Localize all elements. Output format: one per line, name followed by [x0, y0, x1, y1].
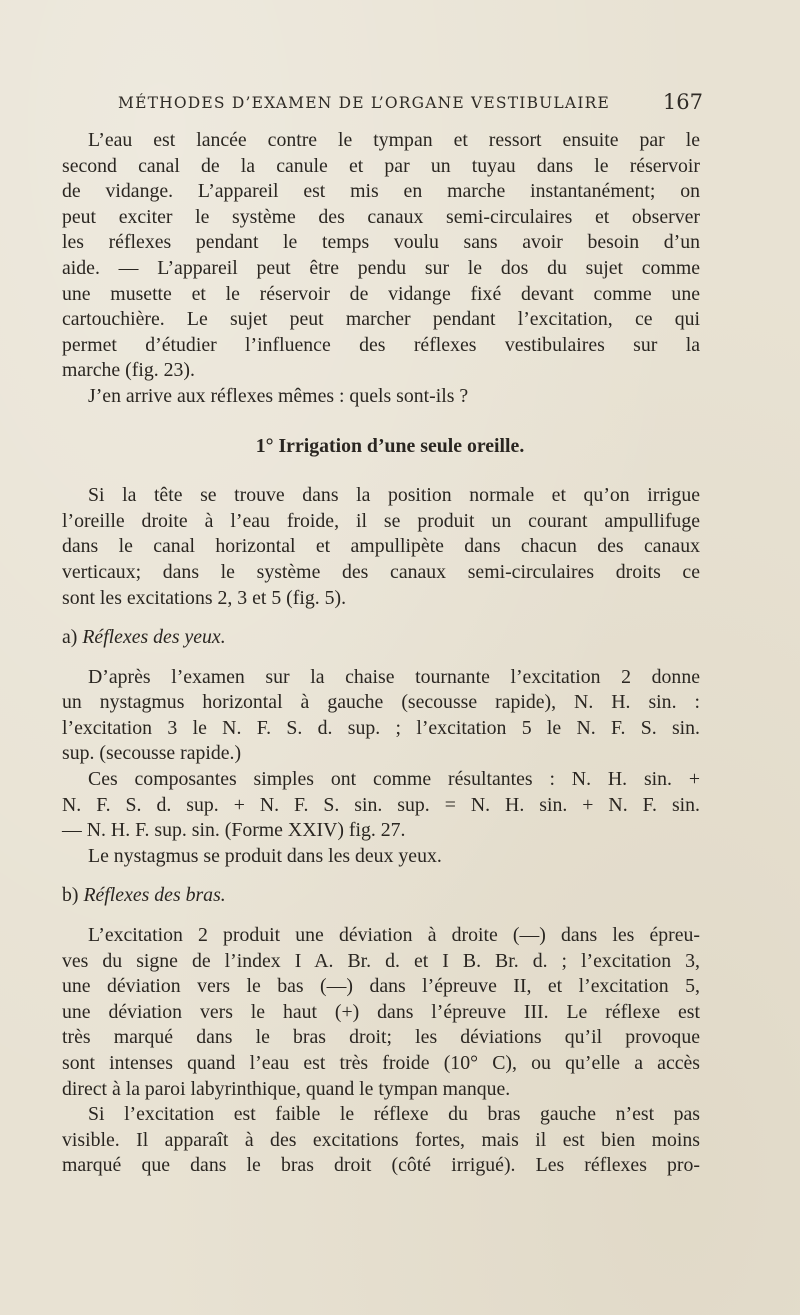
text-line: L’excitation 2 produit une déviation à droite (—) dans les épreu- — [88, 924, 700, 947]
subsection-b-title: Réflexes des bras. — [83, 884, 226, 907]
text-line: cartouchière. Le sujet peut marcher pendant l’excitation, ce qui — [62, 308, 700, 331]
section-heading: 1° Irrigation d’une seule oreille. — [255, 434, 525, 457]
subsection-b — [62, 883, 700, 909]
text-line: sont intenses quand l’eau est très froide (10° C), ou qu’elle a accès — [62, 1052, 700, 1074]
text-line: verticaux; dans le système des canaux semi-circulaires droits ce — [62, 560, 700, 583]
spacer — [62, 410, 700, 434]
text-line: direct à la paroi labyrinthique, quand le tympan manque. — [62, 1077, 511, 1100]
text-line: un nystagmus horizontal à gauche (secousse rapide), N. H. sin. : — [62, 691, 700, 714]
text-line: ves du signe de l’index I A. Br. d. et I B. Br. d. ; l’excitation 3, — [62, 949, 700, 972]
spacer — [62, 909, 700, 923]
subsection-b-label: b) — [62, 884, 79, 907]
text-line: très marqué dans le bras droit; les déviations qu’il provoque — [62, 1026, 700, 1049]
text-line: second canal de la canule et par un tuyau dans le réservoir — [62, 154, 700, 177]
text-line: marche (fig. 23). — [62, 359, 195, 382]
text-line: Si la tête se trouve dans la position normale et qu’on irrigue — [88, 484, 700, 507]
text-line: visible. Il apparaît à des excitations fortes, mais il est bien moins — [62, 1128, 700, 1151]
text-line: Le nystagmus se produit dans les deux yeux. — [88, 844, 442, 867]
running-title: MÉTHODES D’EXAMEN DE L’ORGANE VESTIBULAIRE — [118, 94, 611, 112]
text-line: de vidange. L’appareil est mis en marche instantanément; on — [62, 180, 700, 203]
text-line: J’en arrive aux réflexes mêmes : quels sont-ils ? — [88, 384, 469, 407]
text-line: aide. — L’appareil peut être pendu sur le dos du sujet comme — [62, 256, 700, 279]
text-line: une musette et le réservoir de vidange fixé devant comme une — [62, 282, 700, 305]
text-line: dans le canal horizontal et ampullipète dans chacun des canaux — [62, 535, 700, 558]
text-line: Si l’excitation est faible le réflexe du bras gauche n’est pas — [88, 1103, 700, 1126]
spacer — [62, 611, 700, 625]
running-header — [118, 90, 703, 120]
text-line: une déviation vers le bas (—) dans l’épreuve II, et l’excitation 5, — [62, 975, 700, 998]
text-line: marqué que dans le bras droit (côté irrigué). Les réflexes pro- — [62, 1154, 700, 1177]
spacer — [62, 869, 700, 883]
text-line: l’excitation 3 le N. F. S. d. sup. ; l’excitation 5 le N. F. S. sin. — [62, 716, 700, 739]
text-line: Ces composantes simples ont comme résultantes : N. H. sin. + — [88, 768, 700, 791]
text-line: peut exciter le système des canaux semi-circulaires et observer — [62, 205, 700, 228]
text-line: les réflexes pendant le temps voulu sans avoir besoin d’un — [62, 231, 700, 254]
subsection-a — [62, 625, 700, 651]
text-line: N. F. S. d. sup. + N. F. S. sin. sup. = N. H. sin. + N. F. sin. — [62, 793, 700, 816]
text-line: une déviation vers le haut (+) dans l’épreuve III. Le réflexe est — [62, 1000, 700, 1023]
subsection-a-label: a) — [62, 626, 78, 649]
spacer — [62, 651, 700, 665]
spacer — [62, 459, 700, 483]
subsection-a-title: Réflexes des yeux. — [82, 626, 226, 649]
text-line: D’après l’examen sur la chaise tournante l’excitation 2 donne — [88, 665, 700, 688]
text-line: sup. (secousse rapide.) — [62, 742, 242, 765]
text-line: sont les excitations 2, 3 et 5 (fig. 5). — [62, 586, 347, 609]
page-number: 167 — [662, 90, 703, 114]
text-line: L’eau est lancée contre le tympan et ressort ensuite par le — [88, 129, 700, 151]
text-line: — N. H. F. sup. sin. (Forme XXIV) fig. 27. — [62, 819, 406, 842]
text-line: l’oreille droite à l’eau froide, il se produit un courant ampullifuge — [62, 509, 700, 532]
body-text — [62, 128, 700, 1179]
text-line: permet d’étudier l’influence des réflexes vestibulaires sur la — [62, 333, 700, 356]
